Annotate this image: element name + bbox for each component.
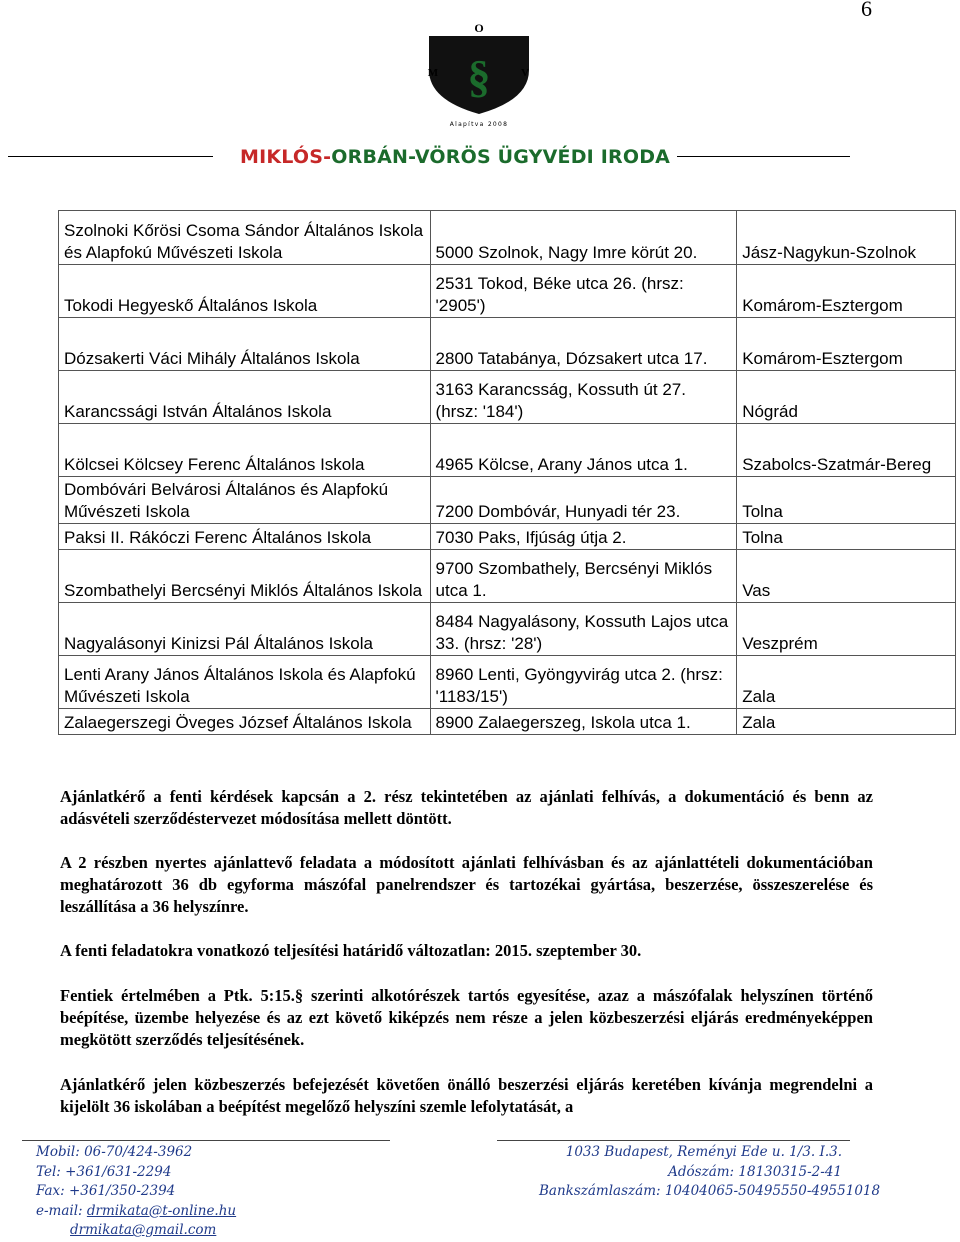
school-name: Paksi II. Rákóczi Ferenc Általános Iskola <box>59 524 431 550</box>
footer-company-info <box>539 1143 881 1202</box>
school-county: Jász-Nagykun-Szolnok <box>737 211 956 265</box>
school-address: 8484 Nagyalásony, Kossuth Lajos utca 33. (hrsz: '28') <box>430 603 737 656</box>
paragraph-deadline: A fenti feladatokra vonatkozó teljesítési határidő változatlan: 2015. szeptember 30. <box>60 941 642 960</box>
school-name: Nagyalásonyi Kinizsi Pál Általános Iskola <box>59 603 431 656</box>
table-row <box>59 709 956 735</box>
school-county: Nógrád <box>737 371 956 424</box>
paragraph-ptk: Fentiek értelmében a Ptk. 5:15.§ szerinti alkotórészek tartós egyesítése, azaz a mászófalak helyszínen történő beépítése, üzembe helyezése és az ezt követő kiképzés nem része a jelen közbeszerzési eljárás eredményeképpen megkötött szerződés teljesítésének. <box>60 986 873 1049</box>
footer-email-label: e-mail: <box>36 1202 87 1219</box>
school-address: 7030 Paks, Ifjúság útja 2. <box>430 524 737 550</box>
school-county: Komárom-Esztergom <box>737 265 956 318</box>
header-divider-left <box>8 156 213 157</box>
school-county: Zala <box>737 656 956 709</box>
school-name: Lenti Arany János Általános Iskola és Alapfokú Művészeti Iskola <box>59 656 431 709</box>
paragraph-procurement: Ajánlatkérő jelen közbeszerzés befejezését követően önálló beszerzési eljárás keretében kívánja megrendelni a kijelölt 36 iskolában a beépítést megelőző helyszíni szemle lefolytatását, a <box>60 1075 873 1116</box>
footer-email-line <box>36 1202 236 1222</box>
school-name: Zalaegerszegi Öveges József Általános Iskola <box>59 709 431 735</box>
table-row <box>59 550 956 603</box>
page-number: 6 <box>861 0 872 21</box>
school-name: Dombóvári Belvárosi Általános és Alapfokú Művészeti Iskola <box>59 477 431 524</box>
shield-logo-icon <box>424 18 534 130</box>
footer-tax-number: Adószám: 18130315-2-41 <box>668 1163 842 1180</box>
school-county: Vas <box>737 550 956 603</box>
school-address: 7200 Dombóvár, Hunyadi tér 23. <box>430 477 737 524</box>
paragraph-sign-icon: § <box>467 51 491 102</box>
table-row <box>59 318 956 371</box>
table-row <box>59 603 956 656</box>
paragraph-winner-task: A 2 részben nyertes ajánlattevő feladata a módosított ajánlati felhívásban és az ajánlattételi dokumentációban meghatározott 36 db egyforma mászófal panelrendszer és tartozékai gyártása, beszerzése, összeszerelése és leszállítása a 36 helyszínre. <box>60 853 873 916</box>
school-county: Veszprém <box>737 603 956 656</box>
school-address: 2800 Tatabánya, Dózsakert utca 17. <box>430 318 737 371</box>
footer-address: 1033 Budapest, Reményi Ede u. 1/3. I.3. <box>565 1144 842 1160</box>
footer-mobile: Mobil: 06-70/424-3962 <box>36 1144 193 1160</box>
school-county: Zala <box>737 709 956 735</box>
logo-letter-o: O <box>474 21 484 35</box>
table-row <box>59 477 956 524</box>
firm-name <box>240 146 671 168</box>
paragraph-decision: Ajánlatkérő a fenti kérdések kapcsán a 2. rész tekintetében az ajánlati felhívás, a dokumentáció és benn az adásvételi szerződéstervezet módosítása mellett döntött. <box>60 787 873 828</box>
footer-email-link-2[interactable]: drmikata@gmail.com <box>70 1222 217 1238</box>
firm-name-part-1: MIKLÓS- <box>240 146 332 168</box>
footer-divider-left <box>22 1140 390 1141</box>
logo-letter-m: M <box>427 67 439 79</box>
school-address: 2531 Tokod, Béke utca 26. (hrsz: '2905') <box>430 265 737 318</box>
footer-bank-account: Bankszámlaszám: 10404065-50495550-49551018 <box>539 1183 881 1199</box>
school-name: Szolnoki Kőrösi Csoma Sándor Általános Iskola és Alapfokú Művészeti Iskola <box>59 211 431 265</box>
footer-tel: Tel: +361/631-2294 <box>36 1163 172 1180</box>
footer-divider-right <box>497 1140 850 1141</box>
school-county: Tolna <box>737 477 956 524</box>
school-address: 8900 Zalaegerszeg, Iskola utca 1. <box>430 709 737 735</box>
table-row <box>59 656 956 709</box>
footer-email-link-1[interactable]: drmikata@t-online.hu <box>86 1202 237 1219</box>
firm-name-part-2: ORBÁN-VÖRÖS ÜGYVÉDI IRODA <box>331 146 671 168</box>
firm-logo <box>424 18 534 130</box>
school-address: 5000 Szolnok, Nagy Imre körút 20. <box>430 211 737 265</box>
school-county: Komárom-Esztergom <box>737 318 956 371</box>
logo-letter-v: V <box>521 67 529 79</box>
school-name: Tokodi Hegyeskő Általános Iskola <box>59 265 431 318</box>
school-name: Karancssági István Általános Iskola <box>59 371 431 424</box>
header-divider-right <box>677 156 850 157</box>
footer-fax: Fax: +361/350-2394 <box>36 1183 176 1199</box>
logo-caption: Alapítva 2008 <box>449 121 509 128</box>
school-address: 8960 Lenti, Gyöngyvirág utca 2. (hrsz: '1183/15') <box>430 656 737 709</box>
table-row <box>59 211 956 265</box>
table-row <box>59 265 956 318</box>
school-address: 9700 Szombathely, Bercsényi Miklós utca 1. <box>430 550 737 603</box>
footer-contact <box>36 1143 236 1241</box>
schools-table <box>58 210 956 735</box>
school-address: 3163 Karancsság, Kossuth út 27. (hrsz: '184') <box>430 371 737 424</box>
school-name: Szombathelyi Bercsényi Miklós Általános Iskola <box>59 550 431 603</box>
table-row <box>59 371 956 424</box>
school-county: Szabolcs-Szatmár-Bereg <box>737 424 956 477</box>
table-row <box>59 524 956 550</box>
school-name: Dózsakerti Váci Mihály Általános Iskola <box>59 318 431 371</box>
table-row <box>59 424 956 477</box>
school-address: 4965 Kölcse, Arany János utca 1. <box>430 424 737 477</box>
school-county: Tolna <box>737 524 956 550</box>
school-name: Kölcsei Kölcsey Ferenc Általános Iskola <box>59 424 431 477</box>
